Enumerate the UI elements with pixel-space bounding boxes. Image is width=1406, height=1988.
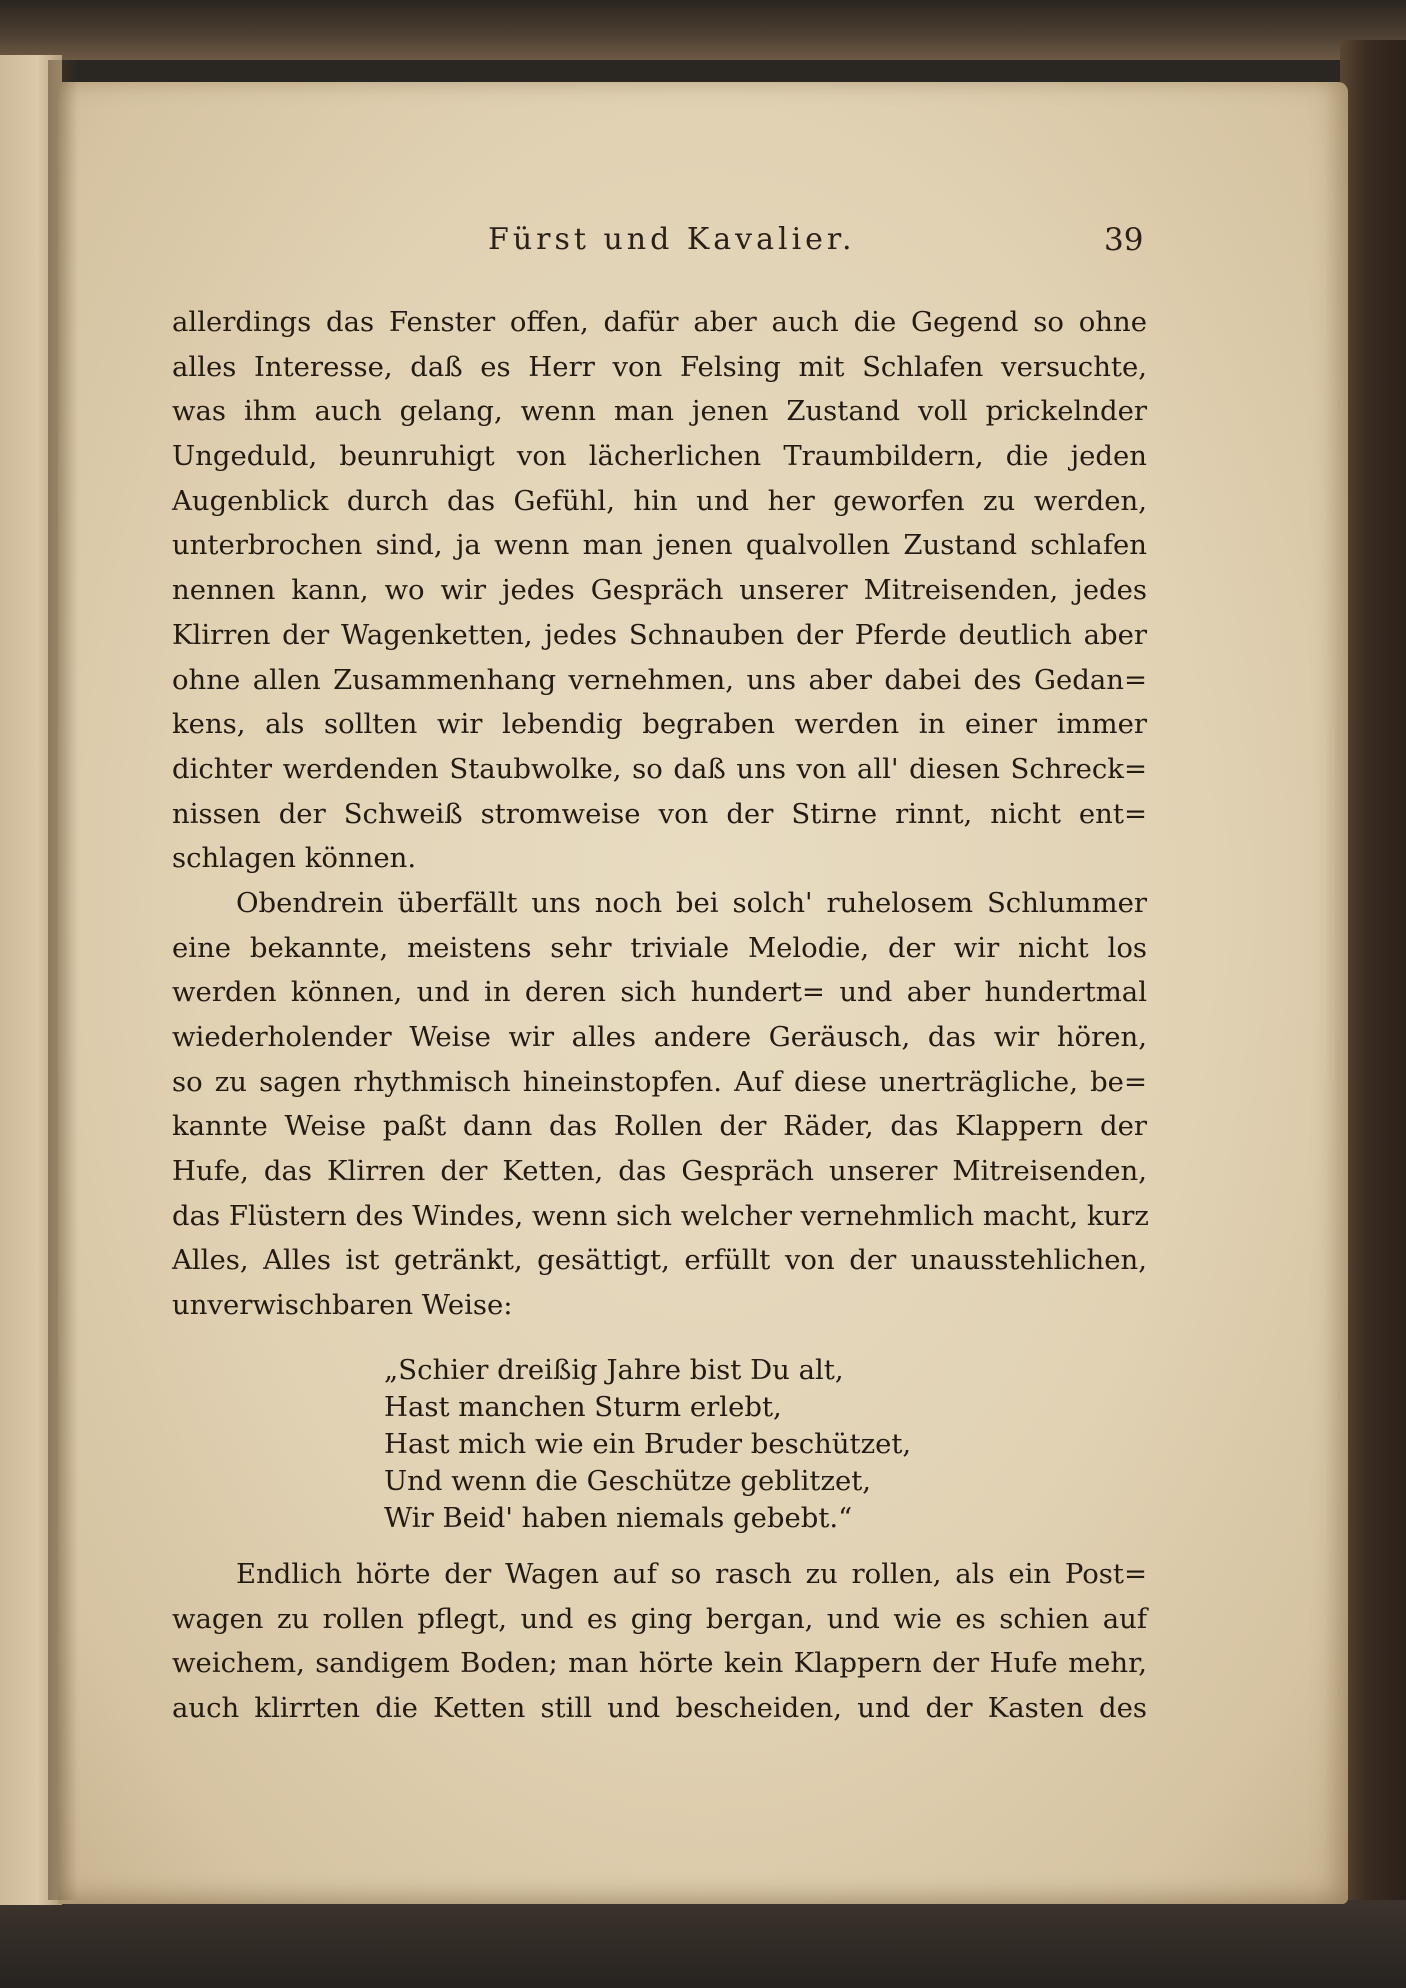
page-number: 39 bbox=[1104, 222, 1144, 258]
verse-line: Wir Beid' haben niemals gebebt.“ bbox=[384, 1502, 853, 1534]
text-line: Alles, Alles ist getränkt, gesättigt, erfüllt von der unausstehlichen, bbox=[172, 1244, 1147, 1277]
spine-shadow bbox=[48, 60, 78, 1900]
verse-line: „Schier dreißig Jahre bist Du alt, bbox=[384, 1354, 844, 1386]
book-bottom-edge bbox=[0, 1900, 1406, 1988]
text-line: auch klirrten die Ketten still und bescheiden, und der Kasten des bbox=[172, 1692, 1147, 1725]
text-line: wagen zu rollen pflegt, und es ging bergan, und wie es schien auf bbox=[172, 1602, 1147, 1635]
text-line: nennen kann, wo wir jedes Gespräch unserer Mitreisenden, jedes bbox=[172, 574, 1147, 607]
paragraph-first-line: Endlich hörte der Wagen auf so rasch zu rollen, als ein Post= bbox=[236, 1558, 1147, 1590]
text-line: ohne allen Zusammenhang vernehmen, uns aber dabei des Gedan= bbox=[172, 663, 1147, 696]
text-line: Hufe, das Klirren der Ketten, das Gespräch unserer Mitreisenden, bbox=[172, 1155, 1147, 1188]
main-text-block bbox=[172, 300, 1147, 1328]
text-line: so zu sagen rhythmisch hineinstopfen. Auf diese unerträgliche, be= bbox=[172, 1065, 1147, 1098]
closing-text-block bbox=[172, 1552, 1147, 1731]
text-line: was ihm auch gelang, wenn man jenen Zustand voll prickelnder bbox=[172, 395, 1147, 428]
verse-line: Hast manchen Sturm erlebt, bbox=[384, 1391, 782, 1423]
text-line: Klirren der Wagenketten, jedes Schnauben der Pferde deutlich aber bbox=[172, 618, 1147, 651]
text-line: kens, als sollten wir lebendig begraben werden in einer immer bbox=[172, 708, 1147, 741]
running-head bbox=[0, 222, 1406, 262]
text-line: unterbrochen sind, ja wenn man jenen qualvollen Zustand schlafen bbox=[172, 529, 1147, 562]
text-line: eine bekannte, meistens sehr triviale Melodie, der wir nicht los bbox=[172, 931, 1147, 964]
text-line: allerdings das Fenster offen, dafür aber auch die Gegend so ohne bbox=[172, 306, 1147, 338]
verse-line: Und wenn die Geschütze geblitzet, bbox=[384, 1465, 872, 1497]
text-line: dichter werdenden Staubwolke, so daß uns von all' diesen Schreck= bbox=[172, 752, 1147, 785]
book-cover-edge bbox=[1340, 40, 1406, 1988]
running-title: Fürst und Kavalier. bbox=[488, 222, 856, 257]
text-line: nissen der Schweiß stromweise von der Stirne rinnt, nicht ent= bbox=[172, 797, 1147, 830]
text-line: Augenblick durch das Gefühl, hin und her geworfen zu werden, bbox=[172, 484, 1147, 517]
text-line: unverwischbaren Weise: bbox=[172, 1289, 513, 1322]
text-line: kannte Weise paßt dann das Rollen der Räder, das Klappern der bbox=[172, 1110, 1147, 1143]
verse-block bbox=[384, 1352, 944, 1537]
paragraph-first-line: Obendrein überfällt uns noch bei solch' ruhelosem Schlummer bbox=[236, 886, 1147, 919]
text-line: Ungeduld, beunruhigt von lächerlichen Traumbildern, die jeden bbox=[172, 440, 1147, 473]
text-line: schlagen können. bbox=[172, 842, 417, 875]
text-line: alles Interesse, daß es Herr von Felsing mit Schlafen versuchte, bbox=[172, 350, 1147, 383]
text-line: wiederholender Weise wir alles andere Geräusch, das wir hören, bbox=[172, 1021, 1147, 1053]
text-line: weichem, sandigem Boden; man hörte kein Klappern der Hufe mehr, bbox=[172, 1647, 1147, 1680]
text-line: werden können, und in deren sich hundert= und aber hundertmal bbox=[172, 976, 1147, 1009]
text-line: das Flüstern des Windes, wenn sich welcher vernehmlich macht, kurz bbox=[172, 1199, 1149, 1232]
verse-line: Hast mich wie ein Bruder beschützet, bbox=[384, 1428, 912, 1460]
book-top-edge bbox=[0, 0, 1406, 60]
